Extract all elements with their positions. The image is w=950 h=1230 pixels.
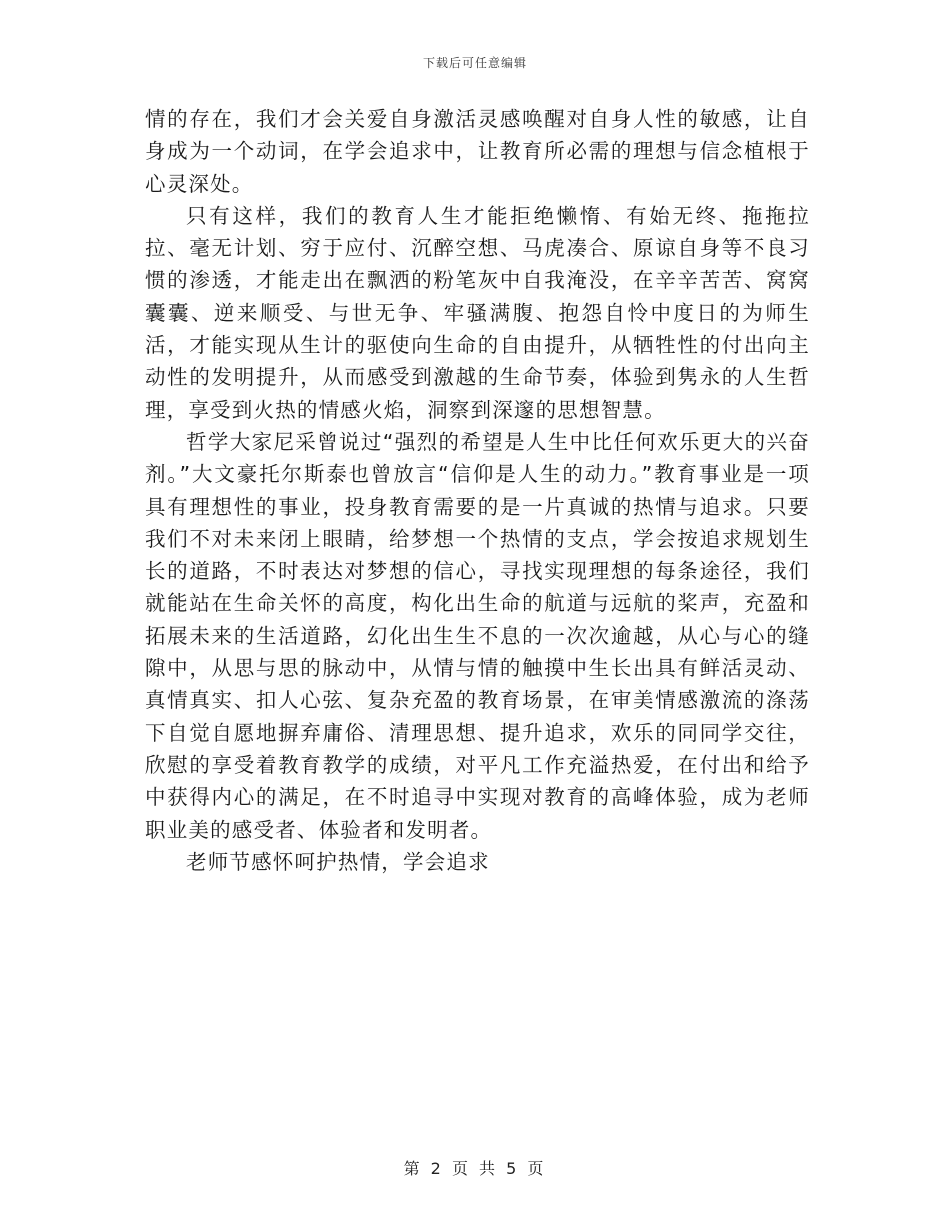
- section-heading: 老师节感怀呵护热情，学会追求: [186, 849, 490, 874]
- paragraph-continuation: 情的存在，我们才会关爱自身激活灵感唤醒对自身人性的敏感，让自身成为一个动词，在学会追求中，让教育所必需的理想与信念植根于心灵深处。: [145, 107, 810, 196]
- document-body: [145, 103, 810, 878]
- paragraph: 只有这样，我们的教育人生才能拒绝懒惰、有始无终、拖拖拉拉、毫无计划、穷于应付、沉醉空想、马虎凑合、原谅自身等不良习惯的渗透，才能走出在飘洒的粉笔灰中自我淹没，在辛辛苦苦、窝窝囊囊、逆来顺受、与世无争、牢骚满腹、抱怨自怜中度日的为师生活，才能实现从生计的驱使向生命的自由提升，从牺牲性的付出向主动性的发明提升，从而感受到激越的生命节奏，体验到隽永的人生哲理，享受到火热的情感火焰，洞察到深邃的思想智慧。: [145, 203, 810, 422]
- page-header: 下载后可任意编辑: [422, 56, 527, 70]
- page-number: 第 2 页 共 5 页: [403, 1159, 547, 1178]
- paragraph: 哲学大家尼采曾说过“强烈的希望是人生中比任何欢乐更大的兴奋剂。”大文豪托尔斯泰也曾放言“信仰是人生的动力。”教育事业是一项具有理想性的事业，投身教育需要的是一片真诚的热情与追求。只要我们不对未来闭上眼睛，给梦想一个热情的支点，学会按追求规划生长的道路，不时表达对梦想的信心，寻找实现理想的每条途径，我们就能站在生命关怀的高度，构化出生命的航道与远航的桨声，充盈和拓展未来的生活道路，幻化出生生不息的一次次逾越，从心与心的缝隙中，从思与思的脉动中，从情与情的触摸中生长出具有鲜活灵动、真情真实、扣人心弦、复杂充盈的教育场景，在审美情感激流的涤荡下自觉自愿地摒弃庸俗、清理思想、提升追求，欢乐的同同学交往，欣慰的享受着教育教学的成绩，对平凡工作充溢热爱，在付出和给予中获得内心的满足，在不时追寻中实现对教育的高峰体验，成为老师职业美的感受者、体验者和发明者。: [145, 429, 810, 842]
